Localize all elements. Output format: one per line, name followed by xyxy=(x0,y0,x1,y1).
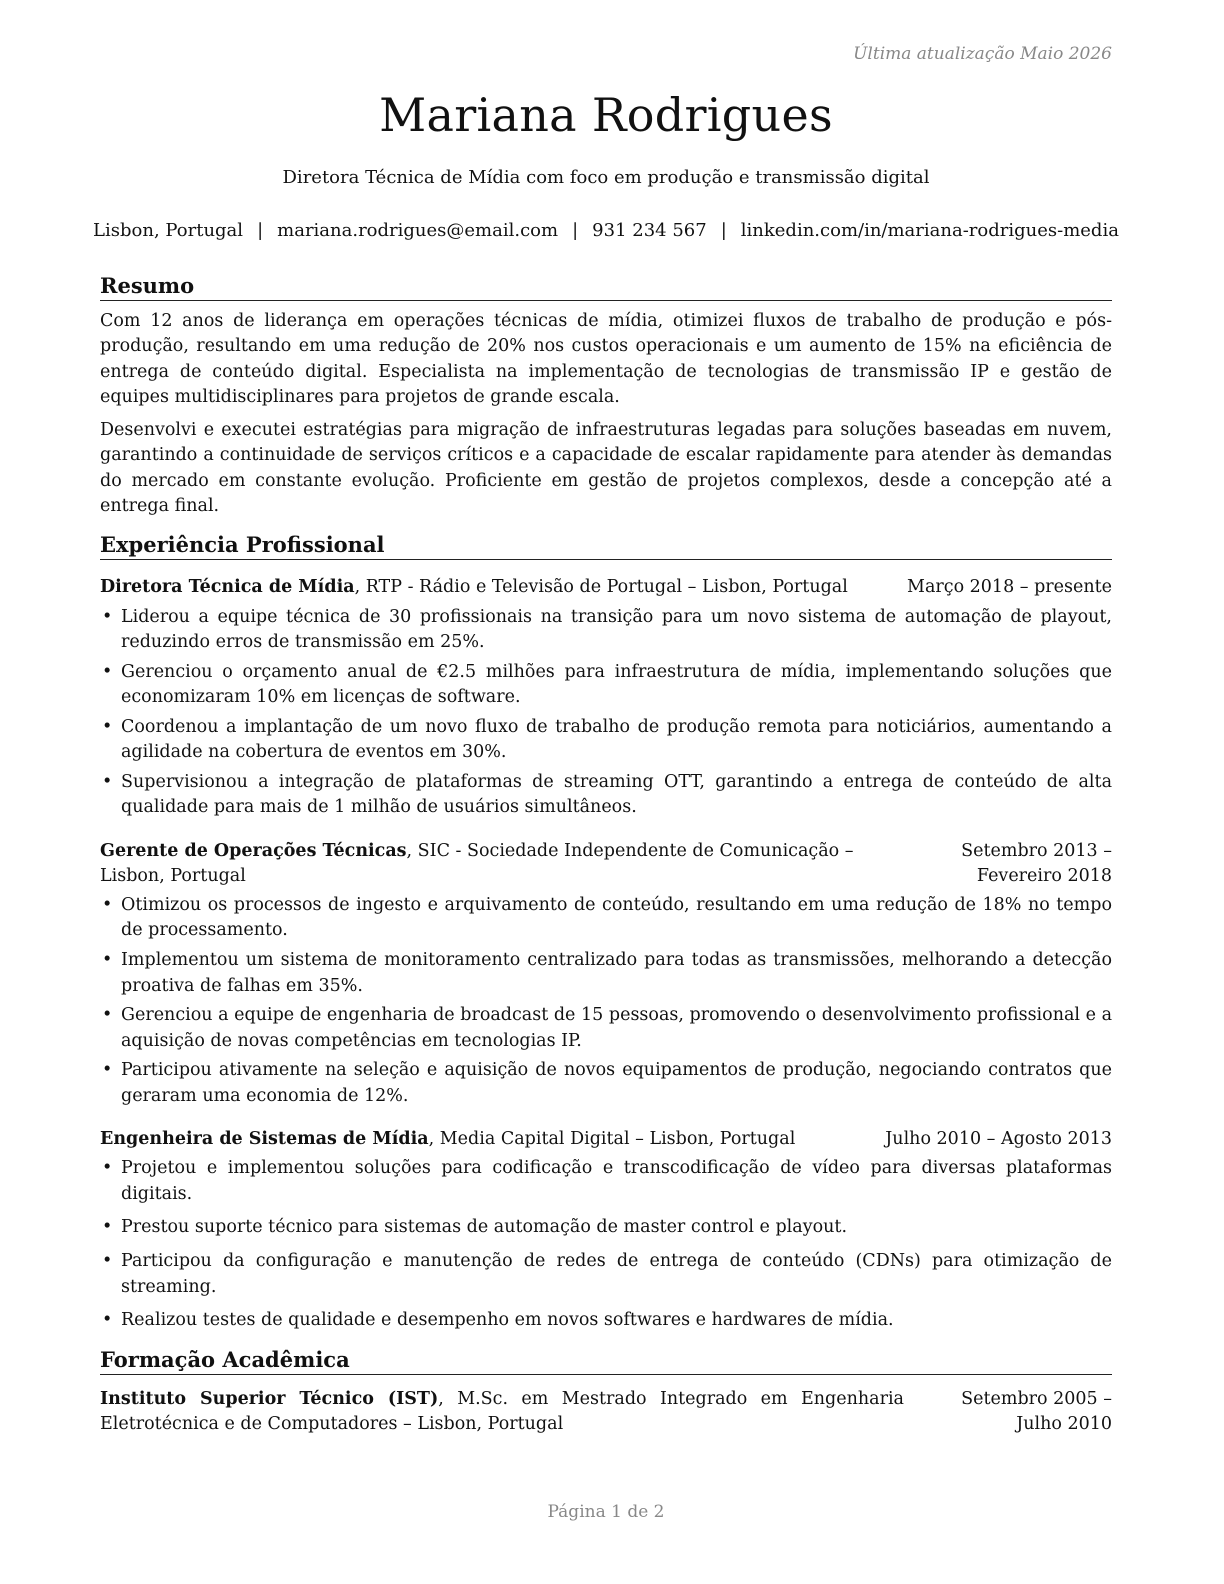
education-section xyxy=(100,1346,1112,1438)
job-header xyxy=(100,575,1112,600)
job-bullet: • Gerenciou a equipe de engenharia de broadcast de 15 pessoas, promovendo o desenvolvimento profissional e a aquisição de novas competências em tecnologias IP. xyxy=(100,1003,1112,1054)
job-role: Gerente de Operações Técnicas xyxy=(100,840,407,861)
contact-separator: | xyxy=(572,220,579,241)
contact-linkedin[interactable]: linkedin.com/in/mariana-rodrigues-media xyxy=(740,220,1119,241)
job-organization: , RTP - Rádio e Televisão de Portugal – Lisbon, Portugal xyxy=(354,577,848,598)
contact-email[interactable]: mariana.rodrigues@email.com xyxy=(277,220,559,241)
job-bullets xyxy=(100,605,1112,821)
job-dates: Março 2018 – presente xyxy=(907,577,1112,598)
job-bullet: • Supervisionou a integração de plataformas de streaming OTT, garantindo a entrega de conteúdo de alta qualidade para mais de 1 milhão de usuários simultâneos. xyxy=(100,770,1112,821)
contact-line xyxy=(88,220,1124,241)
job-entry xyxy=(100,1127,1112,1334)
contact-phone[interactable]: 931 234 567 xyxy=(592,220,707,241)
job-role: Engenheira de Sistemas de Mídia xyxy=(100,1129,429,1150)
job-title-line xyxy=(100,575,899,600)
summary-paragraph: Com 12 anos de liderança em operações técnicas de mídia, otimizei fluxos de trabalho de produção e pós-produção, resultando em uma redução de 20% nos custos operacionais e um aumento de 15% na eficiência de entrega de conteúdo digital. Especialista na implementação de tecnologias de transmissão IP e gestão de equipes multidisciplinares para projetos de grande escala. xyxy=(100,311,1112,407)
job-bullets xyxy=(100,1156,1112,1333)
job-bullet: • Prestou suporte técnico para sistemas de automação de master control e playout. xyxy=(100,1215,1112,1240)
job-bullets xyxy=(100,893,1112,1109)
job-bullet: • Participou ativamente na seleção e aquisição de novos equipamentos de produção, negociando contratos que geraram uma economia de 12%. xyxy=(100,1058,1112,1109)
job-header xyxy=(100,1127,1112,1152)
job-dates: Setembro 2013 – Fevereiro 2018 xyxy=(961,840,1112,886)
section-heading-experience: Experiência Profissional xyxy=(100,531,1112,560)
education-title-line xyxy=(100,1387,904,1438)
job-bullet: • Realizou testes de qualidade e desempenho em novos softwares e hardwares de mídia. xyxy=(100,1308,1112,1333)
job-title-line xyxy=(100,1127,877,1152)
contact-separator: | xyxy=(720,220,727,241)
summary-section xyxy=(100,272,1112,519)
experience-section xyxy=(100,531,1112,1333)
job-organization: , Media Capital Digital – Lisbon, Portugal xyxy=(428,1129,796,1150)
candidate-name: Mariana Rodrigues xyxy=(379,88,833,142)
job-title-line xyxy=(100,839,864,890)
job-organization: , SIC - Sociedade Independente de Comunicação – Lisbon, Portugal xyxy=(100,840,854,886)
education-degree: , M.Sc. em Mestrado Integrado em Engenharia Eletrotécnica e de Computadores – Lisbon, Portugal xyxy=(100,1388,904,1434)
job-bullet: • Implementou um sistema de monitoramento centralizado para todas as transmissões, melhorando a detecção proativa de falhas em 35%. xyxy=(100,948,1112,999)
job-bullet: • Coordenou a implantação de um novo fluxo de trabalho de produção remota para noticiários, aumentando a agilidade na cobertura de eventos em 30%. xyxy=(100,715,1112,766)
contact-location: Lisbon, Portugal xyxy=(93,220,244,241)
education-school: Instituto Superior Técnico (IST) xyxy=(100,1388,439,1409)
job-entry xyxy=(100,839,1112,1109)
education-dates: Setembro 2005 – Julho 2010 xyxy=(961,1388,1112,1434)
job-bullet: • Liderou a equipe técnica de 30 profissionais na transição para um novo sistema de automação de playout, reduzindo erros de transmissão em 25%. xyxy=(100,605,1112,656)
section-heading-education: Formação Acadêmica xyxy=(100,1346,1112,1375)
education-header xyxy=(100,1387,1112,1438)
job-dates: Julho 2010 – Agosto 2013 xyxy=(885,1129,1112,1150)
job-bullet: • Projetou e implementou soluções para codificação e transcodificação de vídeo para diversas plataformas digitais. xyxy=(100,1156,1112,1207)
job-role: Diretora Técnica de Mídia xyxy=(100,577,355,598)
job-entry xyxy=(100,575,1112,820)
job-bullet: • Otimizou os processos de ingesto e arquivamento de conteúdo, resultando em uma redução de 18% no tempo de processamento. xyxy=(100,893,1112,944)
summary-paragraph: Desenvolvi e executei estratégias para migração de infraestruturas legadas para soluções baseadas em nuvem, garantindo a continuidade de serviços críticos e a capacidade de escalar rapidamente para atender às demandas do mercado em constante evolução. Proficiente em gestão de projetos complexos, desde a concepção até a entrega final. xyxy=(100,420,1112,517)
contact-separator: | xyxy=(257,220,264,241)
education-entry xyxy=(100,1387,1112,1438)
page-number: Página 1 de 2 xyxy=(547,1502,665,1522)
last-updated: Última atualização Maio 2026 xyxy=(853,44,1112,64)
section-heading-summary: Resumo xyxy=(100,272,1112,301)
job-bullet: • Participou da configuração e manutenção de redes de entrega de conteúdo (CDNs) para otimização de streaming. xyxy=(100,1249,1112,1300)
job-bullet: • Gerenciou o orçamento anual de €2.5 milhões para infraestrutura de mídia, implementando soluções que economizaram 10% em licenças de software. xyxy=(100,660,1112,711)
resume-body xyxy=(100,272,1112,1437)
resume-page xyxy=(93,0,1119,1584)
job-header xyxy=(100,839,1112,890)
tagline: Diretora Técnica de Mídia com foco em produção e transmissão digital xyxy=(282,167,930,188)
